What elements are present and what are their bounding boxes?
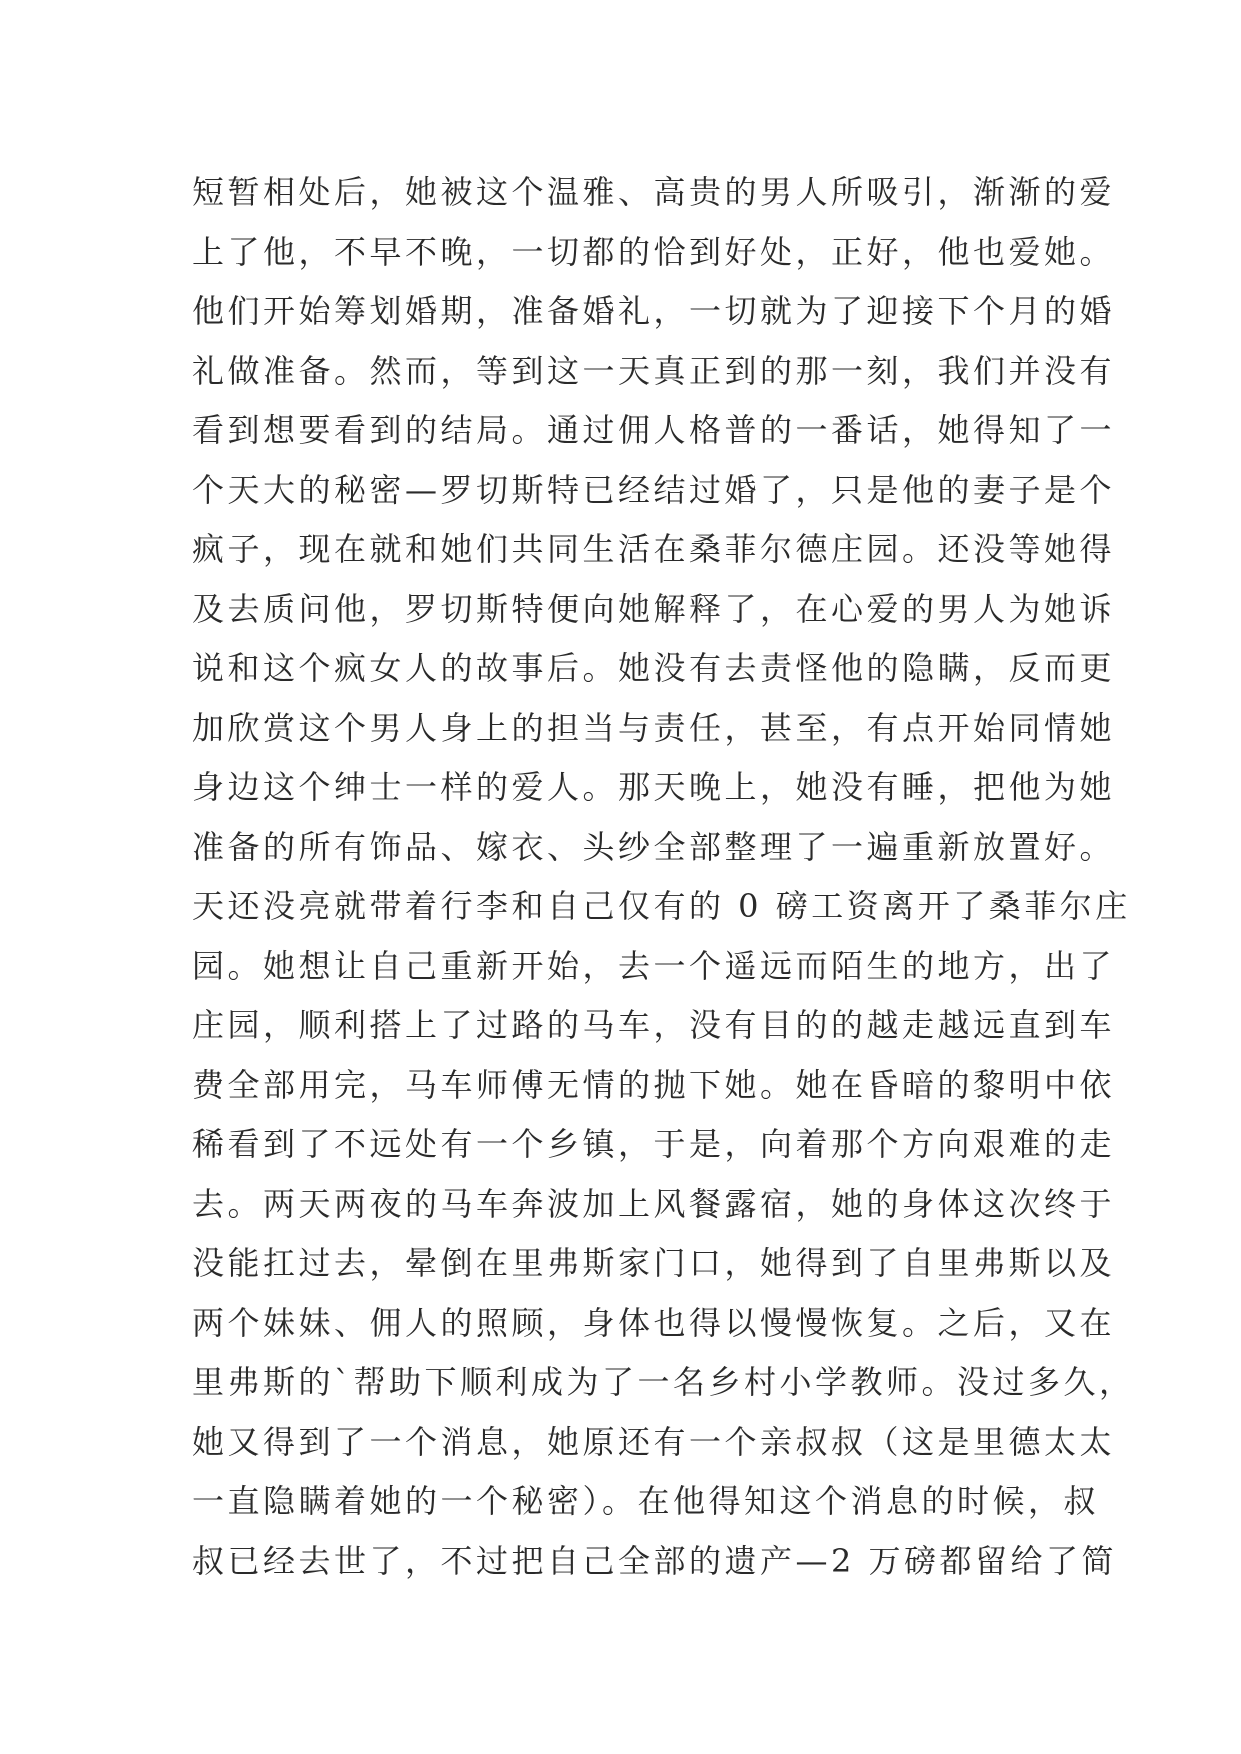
- text-line-15: 庄园，顺利搭上了过路的马车，没有目的的越走越远直到车: [192, 1006, 1116, 1044]
- text-line-10: 加欣赏这个男人身上的担当与责任，甚至，有点开始同情她: [192, 708, 1116, 747]
- text-line-16: 费全部用完，马车师傅无情的抛下她。她在昏暗的黎明中依: [192, 1065, 1116, 1104]
- text-line-9: 说和这个疯女人的故事后。她没有去责怪他的隐瞒，反而更: [192, 649, 1116, 687]
- body-text: [192, 163, 1135, 1591]
- text-line-20: 两个妹妹、佣人的照顾，身体也得以慢慢恢复。之后，又在: [192, 1303, 1116, 1342]
- text-line-7: 疯子，现在就和她们共同生活在桑菲尔德庄园。还没等她得: [192, 530, 1116, 568]
- text-line-14: 园。她想让自己重新开始，去一个遥远而陌生的地方，出了: [192, 946, 1116, 985]
- text-line-22: 她又得到了一个消息，她原还有一个亲叔叔（这是里德太太: [192, 1422, 1116, 1461]
- text-line-6: 个天大的秘密—罗切斯特已经结过婚了，只是他的妻子是个: [192, 470, 1116, 509]
- text-line-18: 去。两天两夜的马车奔波加上风餐露宿，她的身体这次终于: [192, 1184, 1116, 1223]
- text-line-24: 叔已经去世了，不过把自己全部的遗产—2 万磅都留给了简: [192, 1541, 1118, 1580]
- text-line-17: 稀看到了不远处有一个乡镇，于是，向着那个方向艰难的走: [192, 1125, 1116, 1163]
- text-line-5: 看到想要看到的结局。通过佣人格普的一番话，她得知了一: [192, 411, 1116, 449]
- text-line-21: 里弗斯的`帮助下顺利成为了一名乡村小学教师。没过多久，: [192, 1363, 1135, 1401]
- text-line-12: 准备的所有饰品、嫁衣、头纱全部整理了一遍重新放置好。: [192, 827, 1116, 866]
- text-line-19: 没能扛过去，晕倒在里弗斯家门口，她得到了自里弗斯以及: [192, 1244, 1116, 1282]
- text-line-1: 短暂相处后，她被这个温雅、高贵的男人所吸引，渐渐的爱: [192, 173, 1116, 211]
- text-line-11: 身边这个绅士一样的爱人。那天晚上，她没有睡，把他为她: [192, 768, 1116, 806]
- text-line-4: 礼做准备。然而，等到这一天真正到的那一刻，我们并没有: [192, 351, 1116, 390]
- text-line-23: 一直隐瞒着她的一个秘密）。在他得知这个消息的时候，叔: [192, 1482, 1100, 1520]
- text-line-13: 天还没亮就带着行李和自己仅有的 0 磅工资离开了桑菲尔庄: [192, 887, 1131, 925]
- text-line-2: 上了他，不早不晚，一切都的恰到好处，正好，他也爱她。: [192, 232, 1116, 271]
- text-line-8: 及去质问他，罗切斯特便向她解释了，在心爱的男人为她诉: [192, 589, 1116, 628]
- text-line-3: 他们开始筹划婚期，准备婚礼，一切就为了迎接下个月的婚: [192, 292, 1116, 330]
